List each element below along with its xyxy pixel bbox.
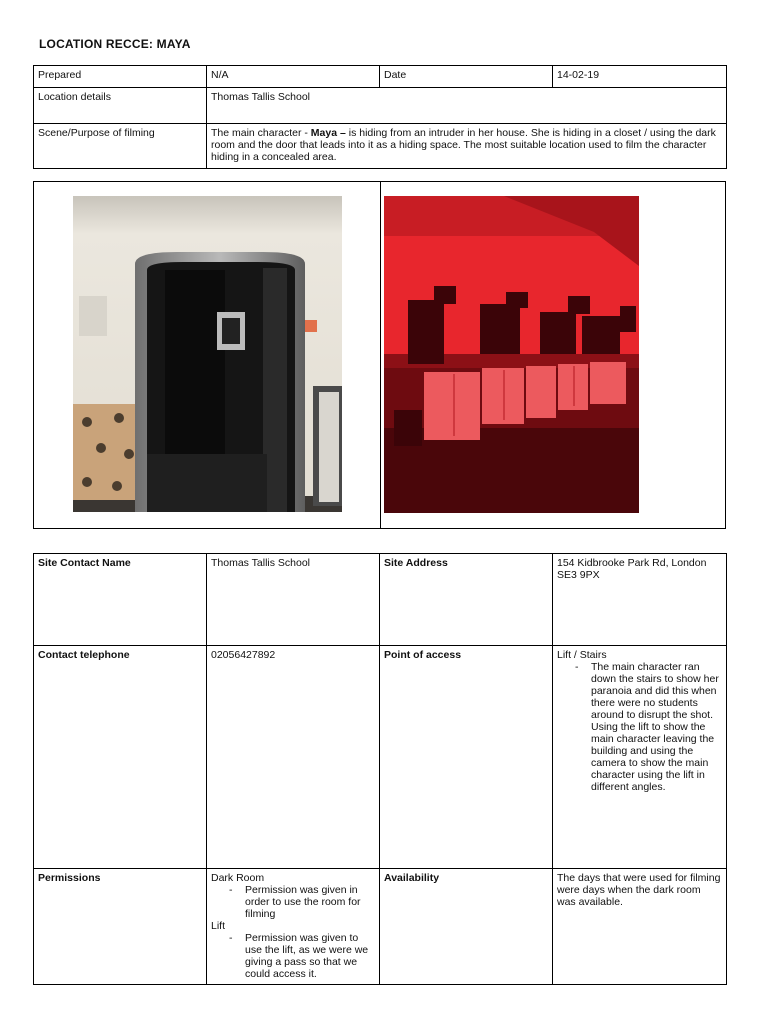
date-value: 14-02-19 [553, 66, 727, 88]
site-contact-name-label-text: Site Contact Name [38, 557, 131, 569]
photo-closet-door [73, 196, 342, 512]
point-of-access-label-text: Point of access [384, 649, 462, 661]
availability-label-text: Availability [384, 872, 440, 884]
location-label: Location details [34, 88, 207, 124]
site-address-label [380, 554, 553, 646]
contact-telephone-label-text: Contact telephone [38, 649, 130, 661]
access-list [557, 661, 722, 793]
site-contact-name-label [34, 554, 207, 646]
point-of-access-value [553, 646, 727, 869]
date-label: Date [380, 66, 553, 88]
scene-label: Scene/Purpose of filming [34, 124, 207, 169]
scene-value-rest: is hiding from an intruder in her house. She is hiding in a closet / using the dark room and the door that leads into it as a hiding space. The most suitable location used to film the character hiding in a concealed area. [211, 127, 716, 163]
page-title: LOCATION RECCE: MAYA [39, 37, 191, 51]
prepared-label: Prepared [34, 66, 207, 88]
photo-dark-room [384, 196, 639, 513]
site-address-value: 154 Kidbrooke Park Rd, London SE3 9PX [553, 554, 727, 646]
dark-room-photo-image [384, 196, 639, 513]
permissions-list-dark-room [211, 884, 375, 920]
scene-character-name: Maya – [310, 127, 346, 139]
header-info-table [33, 65, 727, 169]
availability-label [380, 869, 553, 985]
site-address-label-text: Site Address [384, 557, 448, 569]
site-contact-name-value: Thomas Tallis School [207, 554, 380, 646]
permissions-point: - Permission was given in order to use the room for filming [245, 884, 375, 920]
location-value: Thomas Tallis School [207, 88, 727, 124]
permissions-list-lift [211, 932, 375, 980]
access-heading: Lift / Stairs [557, 649, 607, 661]
permissions-heading-dark-room: Dark Room [211, 872, 265, 884]
permissions-point: - Permission was given to use the lift, as we were we giving a pass so that we could access it. [245, 932, 375, 980]
prepared-value: N/A [207, 66, 380, 88]
photos-divider [380, 182, 381, 528]
contact-telephone-value: 02056427892 [207, 646, 380, 869]
scene-value [207, 124, 727, 169]
permissions-value [207, 869, 380, 985]
scene-value-prefix: The main character - [211, 127, 311, 139]
site-details-table [33, 553, 727, 985]
access-point: - The main character ran down the stairs to show her paranoia and did this when there were no students around to disrupt the shot. Using the lift to show the main character leaving the building and using the camera to show the main character using the lift in different angles. [591, 661, 722, 793]
permissions-label [34, 869, 207, 985]
point-of-access-label [380, 646, 553, 869]
contact-telephone-label [34, 646, 207, 869]
permissions-heading-lift: Lift [211, 920, 226, 932]
photos-panel [33, 181, 726, 529]
closet-door-photo-image [73, 196, 342, 512]
availability-value: The days that were used for filming were days when the dark room was available. [553, 869, 727, 985]
permissions-label-text: Permissions [38, 872, 101, 884]
